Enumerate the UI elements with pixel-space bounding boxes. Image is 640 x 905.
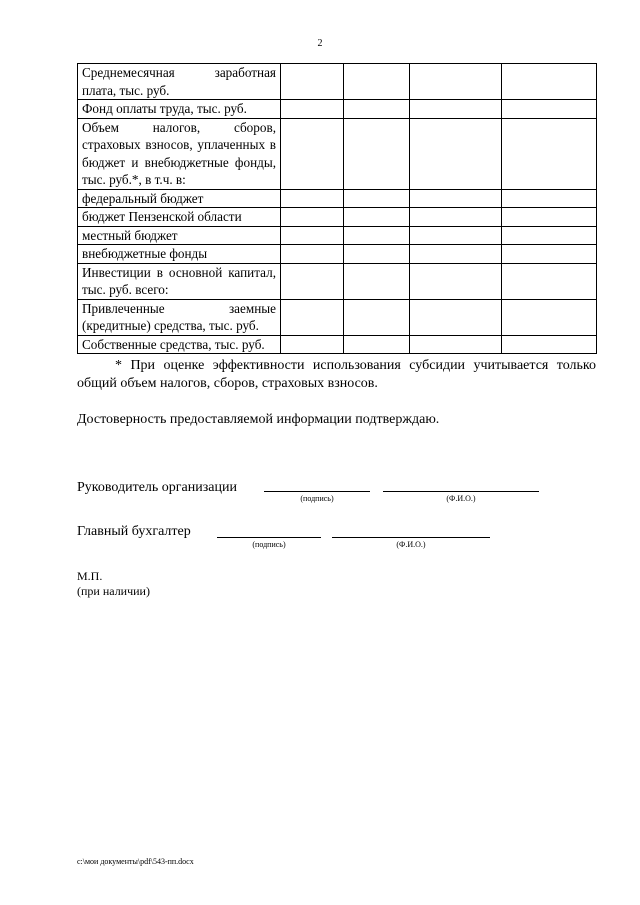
table-cell <box>344 100 410 119</box>
table-cell <box>281 335 344 354</box>
row-label: внебюджетные фонды <box>78 245 281 264</box>
row-label: Объем налогов, сборов, страховых взносов, уплаченных в бюджет и внебюджетные фонды, тыс. руб.*, в т.ч. в: <box>78 118 281 189</box>
table-row <box>78 100 597 119</box>
head-signature-label: Руководитель организации <box>77 480 237 495</box>
table-cell <box>410 263 502 299</box>
table-cell <box>410 189 502 208</box>
table-cell <box>344 208 410 227</box>
table-cell <box>502 64 597 100</box>
table-cell <box>281 299 344 335</box>
table-row <box>78 299 597 335</box>
table-cell <box>410 208 502 227</box>
table-cell <box>281 189 344 208</box>
row-label: Инвестиции в основной капитал, тыс. руб. всего: <box>78 263 281 299</box>
table-cell <box>281 64 344 100</box>
table-row <box>78 118 597 189</box>
table-row <box>78 64 597 100</box>
accountant-name-caption: (Ф.И.О.) <box>396 540 426 549</box>
row-label: Фонд оплаты труда, тыс. руб. <box>78 100 281 119</box>
table-row <box>78 208 597 227</box>
table-cell <box>410 335 502 354</box>
page-number: 2 <box>317 38 323 49</box>
row-label: Привлеченные заемные (кредитные) средства, тыс. руб. <box>78 299 281 335</box>
table-cell <box>502 335 597 354</box>
row-label: бюджет Пензенской области <box>78 208 281 227</box>
table-cell <box>502 118 597 189</box>
head-signature-caption: (подпись) <box>300 494 334 503</box>
table-cell <box>502 208 597 227</box>
table-cell <box>410 245 502 264</box>
table-row <box>78 263 597 299</box>
table-cell <box>281 245 344 264</box>
table-cell <box>344 226 410 245</box>
table-cell <box>410 299 502 335</box>
accountant-signature-caption: (подпись) <box>252 540 286 549</box>
table-row <box>78 226 597 245</box>
accountant-signature-line[interactable] <box>217 537 321 538</box>
confirmation-text: Достоверность предоставляемой информации подтверждаю. <box>77 412 440 427</box>
table-cell <box>344 189 410 208</box>
table-row <box>78 245 597 264</box>
row-label: местный бюджет <box>78 226 281 245</box>
table-cell <box>281 263 344 299</box>
file-path: c:\мои документы\pdf\543-пп.docx <box>77 857 194 866</box>
table-cell <box>502 189 597 208</box>
row-label: Среднемесячная заработная плата, тыс. руб. <box>78 64 281 100</box>
table-row <box>78 189 597 208</box>
table-cell <box>410 100 502 119</box>
stamp-block <box>77 569 150 599</box>
table-cell <box>344 64 410 100</box>
stamp-label: М.П. <box>77 569 103 583</box>
footnote: * При оценке эффективности использования субсидии учитывается только общий объем налогов, сборов, страховых взносов. <box>77 358 596 391</box>
table-cell <box>344 299 410 335</box>
accountant-name-line[interactable] <box>332 537 490 538</box>
table-cell <box>344 335 410 354</box>
table-cell <box>344 118 410 189</box>
table-cell <box>344 263 410 299</box>
row-label: Собственные средства, тыс. руб. <box>78 335 281 354</box>
table-cell <box>410 64 502 100</box>
table-cell <box>502 299 597 335</box>
table-cell <box>502 263 597 299</box>
table-cell <box>502 100 597 119</box>
table-cell <box>344 245 410 264</box>
head-signature-line[interactable] <box>264 491 370 492</box>
table-cell <box>281 226 344 245</box>
head-name-line[interactable] <box>383 491 539 492</box>
table-cell <box>281 118 344 189</box>
head-name-caption: (Ф.И.О.) <box>446 494 476 503</box>
report-table <box>77 63 597 354</box>
table-cell <box>410 226 502 245</box>
table-cell <box>281 100 344 119</box>
table-cell <box>502 226 597 245</box>
table-cell <box>410 118 502 189</box>
table-cell <box>502 245 597 264</box>
table-row <box>78 335 597 354</box>
table-cell <box>281 208 344 227</box>
accountant-signature-label: Главный бухгалтер <box>77 524 191 539</box>
row-label: федеральный бюджет <box>78 189 281 208</box>
stamp-note: (при наличии) <box>77 584 150 598</box>
